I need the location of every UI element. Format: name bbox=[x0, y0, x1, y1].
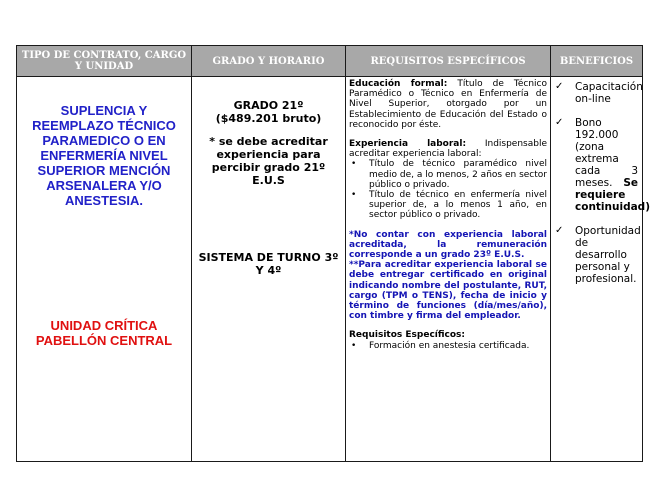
unit-name: UNIDAD CRÍTICA PABELLÓN CENTRAL bbox=[35, 318, 173, 348]
benefit-bonus: Bono 192.000 (zona extrema cada 3 meses. bbox=[575, 117, 638, 189]
salary: ($489.201 bruto) bbox=[215, 112, 322, 125]
list-item: • Formación en anestesia certificada. bbox=[349, 341, 547, 351]
benefit-item bbox=[553, 81, 643, 105]
education-paragraph bbox=[349, 79, 547, 130]
shift-system: SISTEMA DE TURNO 3º Y 4º bbox=[198, 251, 339, 277]
certificate-note: **Para acreditar experiencia laboral se debe entregar certificado en original indicando nombre del postulante, RUT, cargo (TPM o TENS), fecha de inicio y término de funciones (día/mes/año), con timbre y firma del empleador. bbox=[349, 260, 547, 322]
header-grade-schedule: GRADO Y HORARIO bbox=[192, 46, 346, 77]
grade-cell bbox=[192, 77, 346, 462]
requirements-cell bbox=[346, 77, 551, 462]
header-contract-type: TIPO DE CONTRATO, CARGO Y UNIDAD bbox=[17, 46, 192, 77]
check-icon: ✓ bbox=[555, 117, 564, 128]
position-title: SUPLENCIA Y REEMPLAZO TÉCNICO PARAMEDICO O EN ENFERMERÍA NIVEL SUPERIOR MENCIÓN ARSENALERA Y/O ANESTESIA. bbox=[32, 103, 176, 208]
education-text: Título de Técnico Paramédico o Técnico en Enfermería de Nivel Superior, otorgado por un Establecimiento de Educación del Estado o reconocido por éste. bbox=[349, 79, 547, 130]
education-label: Educación formal: bbox=[349, 79, 448, 89]
header-benefits: BENEFICIOS bbox=[551, 46, 643, 77]
specific-requirements-label: Requisitos Específicos: bbox=[349, 330, 466, 341]
header-specific-requirements: REQUISITOS ESPECÍFICOS bbox=[346, 46, 551, 77]
benefits-cell bbox=[551, 77, 650, 462]
check-icon: ✓ bbox=[555, 81, 564, 92]
header-row bbox=[17, 46, 643, 77]
benefit-bonus-condition: Se requiere continuidad) bbox=[575, 177, 650, 213]
benefit-training: Capacitación on-line bbox=[575, 81, 643, 105]
experience-note: * se debe acreditar experiencia para percibir grado 21º E.U.S bbox=[209, 135, 328, 187]
grade-label: GRADO 21º bbox=[233, 99, 304, 112]
benefit-item bbox=[553, 117, 650, 213]
check-icon: ✓ bbox=[555, 225, 564, 236]
benefit-development: Oportunidad de desarrollo personal y profesional. bbox=[575, 225, 641, 285]
specific-list bbox=[349, 341, 547, 351]
job-posting-table bbox=[16, 45, 650, 462]
experience-label: Experiencia laboral: bbox=[349, 139, 467, 150]
benefit-item bbox=[553, 225, 641, 285]
list-item: • Título de técnico en enfermería nivel superior de, a lo menos 1 año, en sector público o privado. bbox=[349, 190, 547, 221]
experience-list bbox=[349, 159, 547, 220]
remuneration-note: *No contar con experiencia laboral acreditada, la remuneración corresponde a un grado 23º E.U.S. bbox=[349, 229, 547, 261]
list-item: • Título de técnico paramédico nivel medio de, a lo menos, 2 años en sector público o privado. bbox=[349, 159, 547, 190]
experience-text: Indispensable acreditar experiencia laboral: bbox=[349, 139, 548, 160]
job-row bbox=[17, 77, 643, 462]
experience-paragraph bbox=[349, 139, 547, 159]
contract-cell bbox=[17, 77, 192, 462]
